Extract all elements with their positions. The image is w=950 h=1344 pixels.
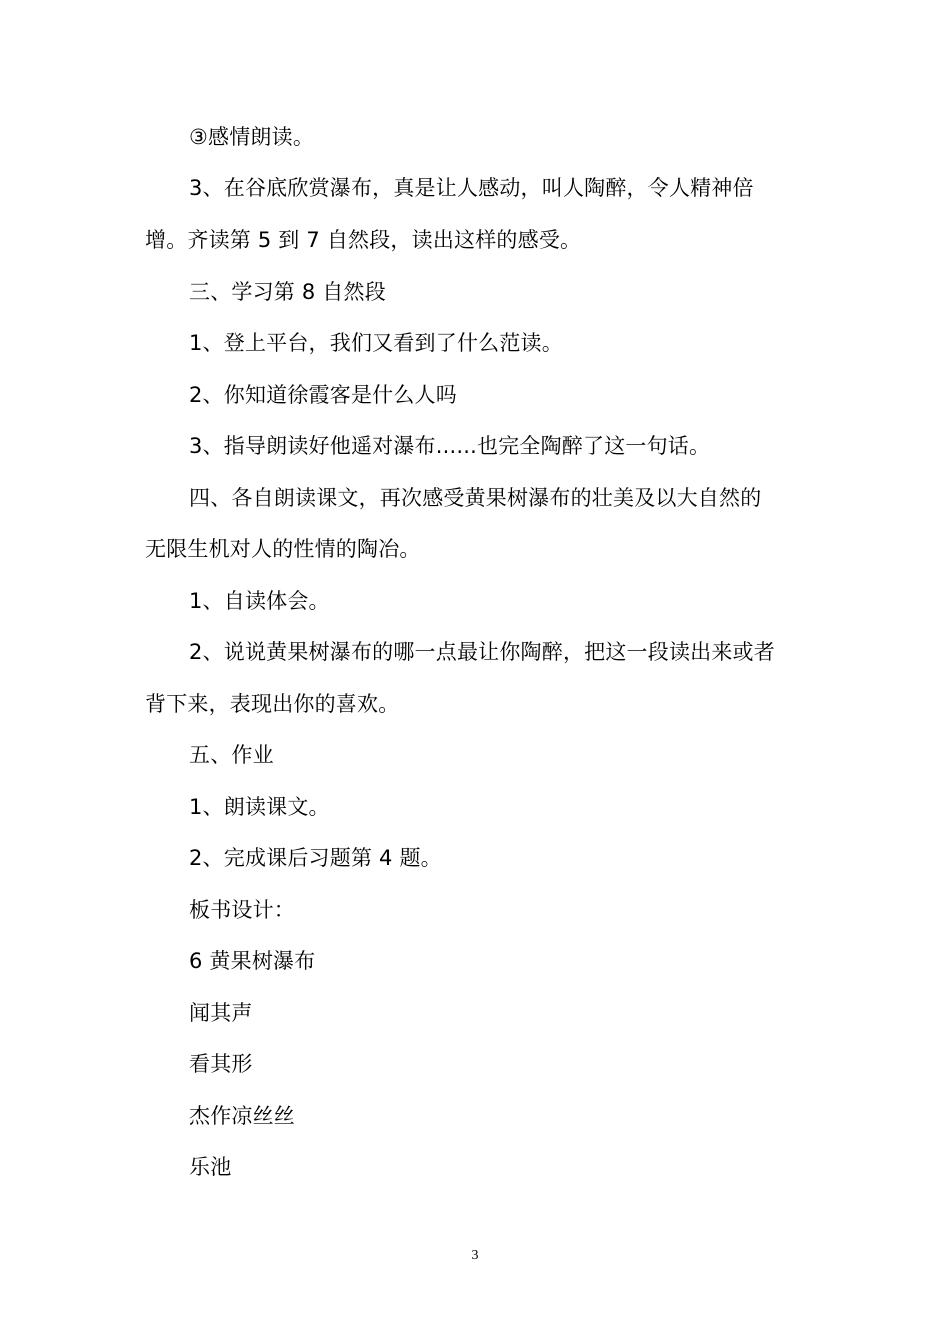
board-design-line: 看其形 [189, 1052, 253, 1076]
board-design-line: 6 黄果树瀑布 [189, 949, 316, 973]
text-line: 背下来，表现出你的喜欢。 [145, 692, 400, 716]
text-line: 1、自读体会。 [189, 589, 330, 613]
board-design-line: 乐池 [189, 1155, 232, 1179]
board-design-line: 闻其声 [189, 1001, 253, 1025]
section-heading: 四、各自朗读课文，再次感受黄果树瀑布的壮美及以大自然的 [189, 486, 762, 510]
text-line: 无限生机对人的性情的陶冶。 [145, 537, 421, 561]
section-heading: 三、学习第 8 自然段 [189, 280, 386, 304]
text-line: 3、指导朗读好他遥对瀑布......也完全陶醉了这一句话。 [189, 434, 711, 458]
page-number: 3 [471, 1248, 479, 1263]
section-heading: 五、作业 [189, 743, 274, 767]
text-line: 2、完成课后习题第 4 题。 [189, 846, 442, 870]
text-line: 2、说说黄果树瀑布的哪一点最让你陶醉，把这一段读出来或者 [189, 640, 775, 664]
text-line: 1、登上平台，我们又看到了什么范读。 [189, 331, 563, 355]
board-design-line: 杰作凉丝丝 [189, 1104, 295, 1128]
text-line: 1、朗读课文。 [189, 795, 330, 819]
board-design-heading: 板书设计： [189, 898, 295, 922]
text-line: ③感情朗读。 [189, 125, 315, 149]
text-line: 2、你知道徐霞客是什么人吗 [189, 383, 457, 407]
text-line: 3、在谷底欣赏瀑布，真是让人感动，叫人陶醉，令人精神倍 [189, 176, 754, 200]
text-line: 增。齐读第 5 到 7 自然段，读出这样的感受。 [145, 228, 582, 252]
